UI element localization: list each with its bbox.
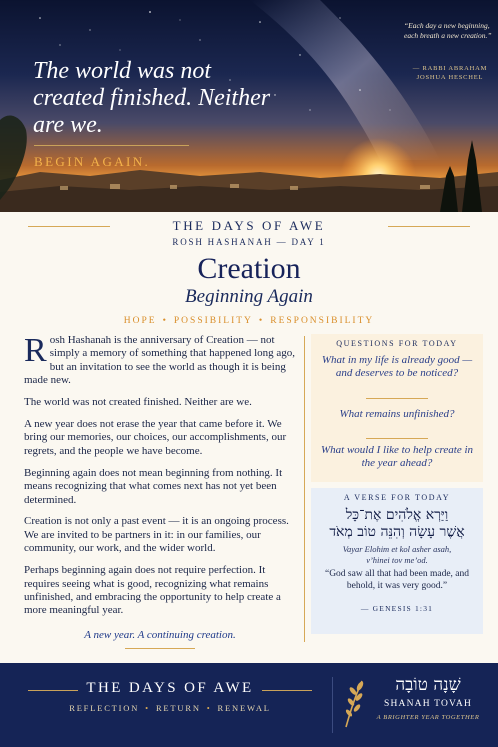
footer-banner [0, 663, 498, 747]
verse-heading: A VERSE FOR TODAY [343, 493, 451, 502]
drop-cap: R [24, 332, 47, 369]
paragraph: Creation is not only a past event — it is an ongoing process. We are invited to be partners in it: in our families, our community, our work, and the wider world. [24, 515, 289, 555]
verse-panel [311, 488, 483, 634]
verse-hebrew [315, 507, 479, 541]
question-rule [366, 398, 428, 399]
closing-line: A new year. A continuing creation. [84, 629, 236, 641]
footer-word: REFLECTION [69, 703, 140, 713]
transliteration-line: Vayar Elohim et kol asher asah, [342, 544, 452, 554]
question-item: What remains unfinished? [339, 408, 455, 420]
wheat-leaf-icon [340, 677, 368, 729]
paragraph: The world was not created finished. Neither are we. [24, 396, 252, 409]
kicker: THE DAYS OF AWE [172, 218, 326, 233]
hero-divider [34, 145, 189, 146]
page-subtitle: Beginning Again [185, 286, 313, 307]
footer-word: RENEWAL [217, 703, 271, 713]
page-header [0, 212, 498, 332]
footer-title: THE DAYS OF AWE [86, 680, 254, 696]
verse-hebrew-line: וַיַּרְא אֱלֹהִים אֶת־כָּל [345, 507, 449, 523]
question-item: What in my life is already good — and deserves to be noticed? [321, 354, 473, 379]
value-hope: HOPE [123, 316, 157, 326]
hero-banner [0, 0, 498, 212]
footer-divider [332, 677, 333, 733]
page-title: Creation [197, 252, 301, 285]
hero-quote: “Each day a new beginning, each breath a new creation.” [404, 21, 492, 40]
question-rule [366, 438, 428, 439]
question-item: What would I like to help create in the year ahead? [320, 444, 474, 469]
column-divider [304, 336, 305, 642]
separator-dot: • [145, 703, 150, 713]
footer-subtitle [0, 703, 340, 713]
transliteration-line: v’hinei tov me’od. [366, 555, 428, 565]
hero-quote-author: — RABBI ABRAHAM JOSHUA HESCHEL [412, 65, 488, 81]
value-responsibility: RESPONSIBILITY [270, 316, 375, 326]
sub-kicker: ROSH HASHANAH — DAY 1 [172, 237, 326, 247]
questions-heading: QUESTIONS FOR TODAY [336, 339, 458, 348]
footer-hebrew: שָׁנָה טוֹבָה [395, 675, 461, 695]
paragraph [24, 334, 296, 388]
paragraph: A new year does not erase the year that came before it. We bring our memories, our choices, our accomplishments, our regrets, and the people we have become. [24, 418, 287, 457]
separator-dot: • [206, 703, 212, 713]
footer-tagline: A BRIGHTER YEAR TOGETHER [376, 714, 480, 721]
verse-transliteration [315, 544, 479, 566]
verse-source: — GENESIS 1:31 [360, 604, 434, 613]
verse-hebrew-line: אֲשֶׁר עָשָׂה וְהִנֵּה טוֹב מְאֹד [329, 524, 465, 540]
hero-title: The world was not created finished. Neither are we. [33, 58, 271, 138]
verse-english: “God saw all that had been made, and behold, it was very good.” [324, 569, 470, 591]
values-line [0, 316, 498, 326]
footer-shanah-tovah: SHANAH TOVAH [383, 699, 473, 709]
questions-panel [311, 334, 483, 482]
paragraph: Perhaps beginning again does not require perfection. It requires seeing what is good, recognizing what remains unfinished, and embracing the opportunity to help create a more meaningful year. [24, 564, 281, 617]
main-article [24, 334, 296, 626]
paragraph-text: osh Hashanah is the anniversary of Creation — not simply a memory of something that happened long ago, but an invitation to see the world as though it is being made new. [24, 334, 296, 387]
hero-cta: BEGIN AGAIN. [34, 154, 151, 169]
paragraph: Beginning again does not mean beginning from nothing. It means recognizing that what comes next has not yet been determined. [24, 466, 283, 506]
footer-word: RETURN [155, 703, 201, 713]
closing-rule [125, 648, 195, 649]
value-possibility: POSSIBILITY [173, 316, 253, 326]
separator-dot: • [258, 316, 265, 326]
separator-dot: • [162, 316, 168, 326]
